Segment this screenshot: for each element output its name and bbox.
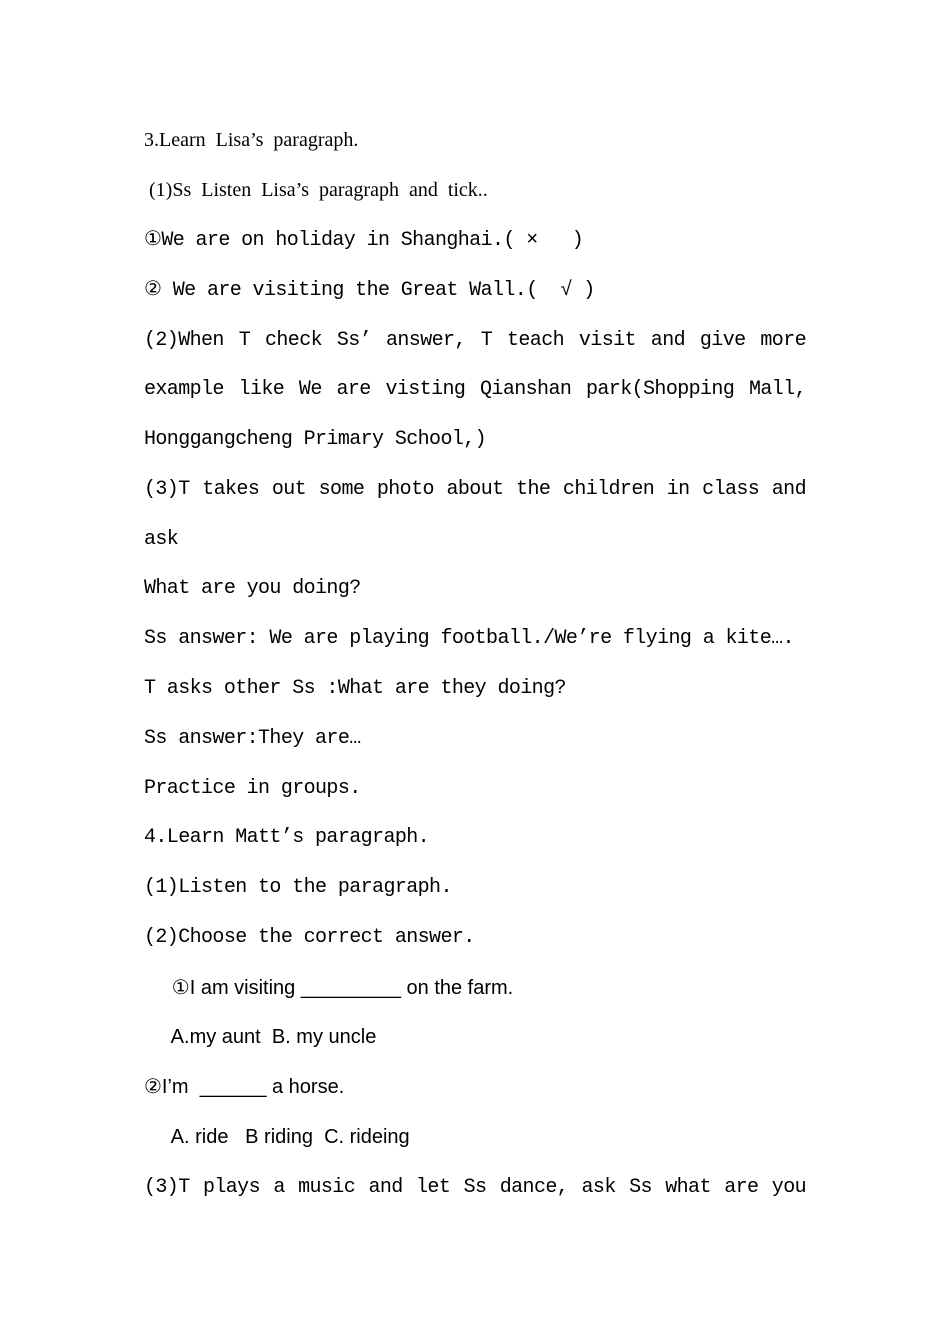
question-2-options: A. ride B riding C. rideing [144, 1126, 410, 1148]
section-heading-matt: 4.Learn Matt’s paragraph. [144, 826, 430, 849]
step-listen-and-tick: (1)Ss Listen Lisa’s paragraph and tick.. [144, 179, 488, 201]
example-line: example like We are visting Qianshan park(Shopping Mall, [144, 378, 806, 401]
question-1: ①I am visiting _________ on the farm. [144, 977, 514, 999]
ss-answer-1: Ss answer: We are playing football./We’re flying a kite…. [144, 627, 794, 650]
question-1-options: A.my aunt B. my uncle [144, 1026, 377, 1048]
ss-answer-2: Ss answer:They are… [144, 727, 361, 750]
question-2: ②I’m ______ a horse. [144, 1076, 345, 1098]
practice-line: Practice in groups. [144, 777, 361, 800]
teacher-question: T asks other Ss :What are they doing? [144, 677, 566, 700]
step-photos: (3)T takes out some photo about the children in class and [144, 478, 806, 501]
step-photos-continued: ask [144, 528, 179, 551]
step-music-dance: (3)T plays a music and let Ss dance, ask Ss what are you [144, 1176, 806, 1199]
question-what-doing: What are you doing? [144, 577, 361, 600]
example-line-continued: Honggangcheng Primary School,) [144, 428, 487, 451]
step-choose: (2)Choose the correct answer. [144, 926, 475, 949]
section-heading-lisa: 3.Learn Lisa’s paragraph. [144, 129, 359, 151]
statement-2: ② We are visiting the Great Wall.( √ ) [144, 279, 595, 302]
step-check-answer: (2)When T check Ss’ answer, T teach visit and give more [144, 329, 806, 352]
statement-1: ①We are on holiday in Shanghai.( × ) [144, 229, 584, 252]
step-listen: (1)Listen to the paragraph. [144, 876, 452, 899]
